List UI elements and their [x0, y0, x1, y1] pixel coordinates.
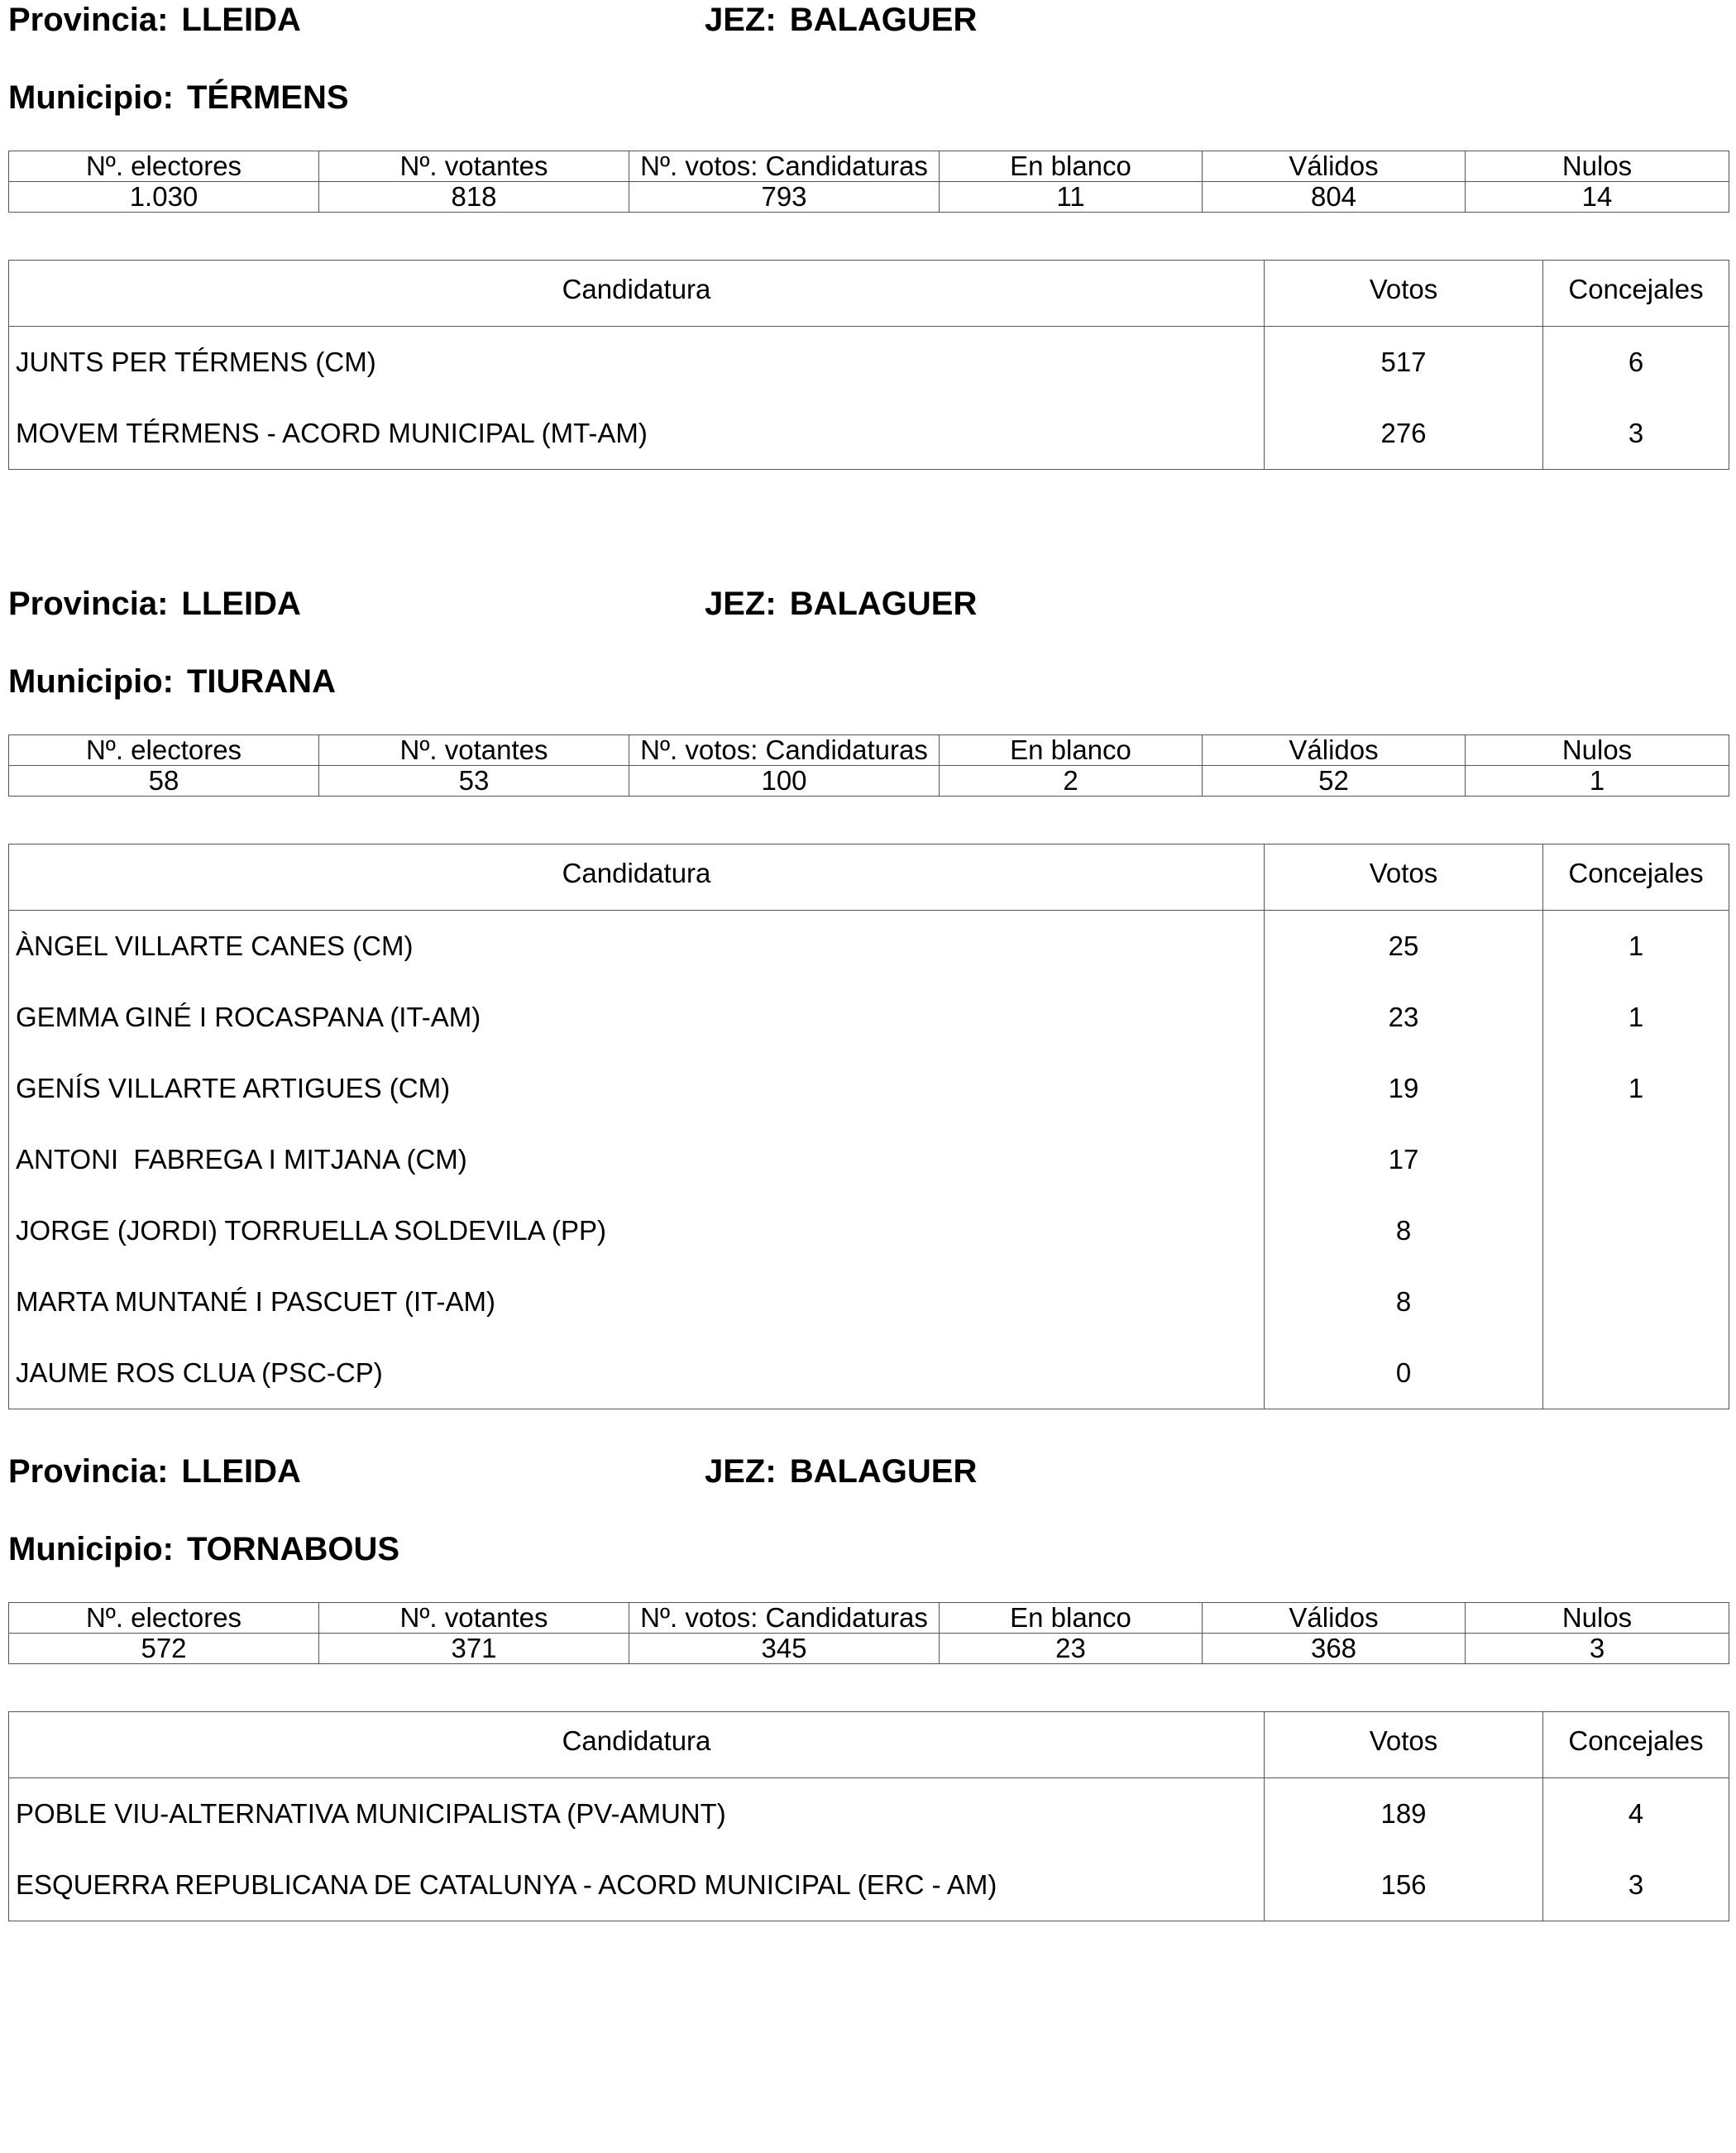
candidatura-header: Candidatura — [9, 1712, 1265, 1778]
municipio-heading — [8, 1529, 399, 1569]
jez-value: BALAGUER — [789, 1453, 978, 1490]
stats-table — [8, 1602, 1729, 1664]
candidatura-header: Candidatura — [9, 261, 1265, 327]
stats-value-cell: 1.030 — [9, 182, 319, 213]
stats-value-row — [9, 182, 1729, 213]
candidate-votes: 8 — [1265, 1266, 1543, 1337]
stats-header-cell: Nulos — [1466, 151, 1729, 182]
municipio-value: TORNABOUS — [186, 1531, 400, 1567]
provincia-label: Provincia: — [8, 586, 169, 622]
votos-header: Votos — [1265, 844, 1543, 911]
stats-header-cell: Nulos — [1466, 1603, 1729, 1634]
stats-value-row — [9, 1634, 1729, 1664]
provincia-heading — [8, 0, 301, 40]
candidate-seats: 3 — [1543, 398, 1729, 470]
municipio-label: Municipio: — [8, 663, 174, 700]
candidate-votes: 8 — [1265, 1195, 1543, 1266]
candidate-name: JORGE (JORDI) TORRUELLA SOLDEVILA (PP) — [9, 1195, 1265, 1266]
stats-value-cell: 371 — [319, 1634, 629, 1664]
candidate-votes: 517 — [1265, 327, 1543, 399]
table-row — [9, 911, 1729, 983]
candidate-seats: 1 — [1543, 911, 1729, 983]
stats-value-cell: 53 — [319, 766, 629, 797]
stats-value-cell: 804 — [1203, 182, 1466, 213]
table-row — [9, 1053, 1729, 1124]
stats-value-cell: 793 — [629, 182, 940, 213]
candidate-name: ÀNGEL VILLARTE CANES (CM) — [9, 911, 1265, 983]
table-row — [9, 398, 1729, 470]
candidate-votes: 17 — [1265, 1124, 1543, 1195]
provincia-heading — [8, 584, 301, 624]
candidate-seats — [1543, 1124, 1729, 1195]
stats-header-cell: Nº. votos: Candidaturas — [629, 1603, 940, 1634]
candidate-votes: 189 — [1265, 1778, 1543, 1850]
stats-value-cell: 368 — [1203, 1634, 1466, 1664]
candidatura-header: Candidatura — [9, 844, 1265, 911]
stats-value-cell: 345 — [629, 1634, 940, 1664]
stats-header-cell: Nº. votantes — [319, 735, 629, 766]
candidate-seats: 6 — [1543, 327, 1729, 399]
table-row — [9, 1266, 1729, 1337]
candidate-name: MOVEM TÉRMENS - ACORD MUNICIPAL (MT-AM) — [9, 398, 1265, 470]
municipio-heading — [8, 662, 336, 701]
votos-header: Votos — [1265, 261, 1543, 327]
candidate-seats — [1543, 1195, 1729, 1266]
candidates-header-row — [9, 261, 1729, 327]
candidates-header-row — [9, 1712, 1729, 1778]
candidate-name: ESQUERRA REPUBLICANA DE CATALUNYA - ACORD MUNICIPAL (ERC - AM) — [9, 1849, 1265, 1921]
candidates-table — [8, 844, 1729, 1409]
table-row — [9, 1124, 1729, 1195]
candidate-votes: 0 — [1265, 1337, 1543, 1409]
stats-header-cell: Nº. votantes — [319, 151, 629, 182]
table-row — [9, 1849, 1729, 1921]
stats-header-cell: Nº. votos: Candidaturas — [629, 735, 940, 766]
candidate-name: GENÍS VILLARTE ARTIGUES (CM) — [9, 1053, 1265, 1124]
stats-header-cell: En blanco — [940, 151, 1203, 182]
municipio-value: TIURANA — [186, 663, 336, 700]
candidates-header-row — [9, 844, 1729, 911]
stats-table — [8, 151, 1729, 213]
stats-header-cell: En blanco — [940, 1603, 1203, 1634]
candidate-votes: 19 — [1265, 1053, 1543, 1124]
stats-value-cell: 58 — [9, 766, 319, 797]
stats-value-cell: 818 — [319, 182, 629, 213]
jez-label: JEZ: — [705, 2, 777, 38]
stats-value-cell: 100 — [629, 766, 940, 797]
jez-value: BALAGUER — [789, 586, 978, 622]
stats-header-cell: Válidos — [1203, 735, 1466, 766]
candidate-name: JUNTS PER TÉRMENS (CM) — [9, 327, 1265, 399]
candidate-name: POBLE VIU-ALTERNATIVA MUNICIPALISTA (PV-AMUNT) — [9, 1778, 1265, 1850]
stats-value-cell: 23 — [940, 1634, 1203, 1664]
table-row — [9, 982, 1729, 1053]
stats-value-cell: 52 — [1203, 766, 1466, 797]
candidate-name: MARTA MUNTANÉ I PASCUET (IT-AM) — [9, 1266, 1265, 1337]
concejales-header: Concejales — [1543, 261, 1729, 327]
provincia-value: LLEIDA — [181, 1453, 301, 1490]
provincia-label: Provincia: — [8, 1453, 169, 1490]
concejales-header: Concejales — [1543, 1712, 1729, 1778]
stats-header-cell: Nº. electores — [9, 735, 319, 766]
concejales-header: Concejales — [1543, 844, 1729, 911]
stats-value-cell: 3 — [1466, 1634, 1729, 1664]
candidate-seats: 1 — [1543, 982, 1729, 1053]
candidate-name: ANTONI FABREGA I MITJANA (CM) — [9, 1124, 1265, 1195]
stats-header-cell: Válidos — [1203, 151, 1466, 182]
stats-value-row — [9, 766, 1729, 797]
provincia-heading — [8, 1452, 301, 1491]
stats-table — [8, 734, 1729, 797]
stats-header-row — [9, 735, 1729, 766]
municipio-label: Municipio: — [8, 1531, 174, 1567]
stats-header-row — [9, 151, 1729, 182]
stats-header-cell: Nº. votos: Candidaturas — [629, 151, 940, 182]
stats-header-cell: Nº. votantes — [319, 1603, 629, 1634]
candidate-seats — [1543, 1266, 1729, 1337]
stats-header-cell: Nº. electores — [9, 151, 319, 182]
candidate-votes: 25 — [1265, 911, 1543, 983]
candidate-votes: 156 — [1265, 1849, 1543, 1921]
stats-header-row — [9, 1603, 1729, 1634]
provincia-value: LLEIDA — [181, 2, 301, 38]
stats-header-cell: Nº. electores — [9, 1603, 319, 1634]
jez-heading — [705, 584, 977, 624]
candidate-name: JAUME ROS CLUA (PSC-CP) — [9, 1337, 1265, 1409]
stats-value-cell: 1 — [1466, 766, 1729, 797]
candidate-seats: 1 — [1543, 1053, 1729, 1124]
municipio-label: Municipio: — [8, 79, 174, 116]
candidate-name: GEMMA GINÉ I ROCASPANA (IT-AM) — [9, 982, 1265, 1053]
stats-value-cell: 14 — [1466, 182, 1729, 213]
stats-value-cell: 2 — [940, 766, 1203, 797]
jez-heading — [705, 0, 977, 40]
table-row — [9, 327, 1729, 399]
table-row — [9, 1337, 1729, 1409]
municipio-value: TÉRMENS — [186, 79, 349, 116]
jez-label: JEZ: — [705, 1453, 777, 1490]
candidates-table — [8, 260, 1729, 470]
provincia-value: LLEIDA — [181, 586, 301, 622]
candidate-votes: 23 — [1265, 982, 1543, 1053]
municipio-heading — [8, 78, 349, 117]
table-row — [9, 1778, 1729, 1850]
table-row — [9, 1195, 1729, 1266]
stats-header-cell: En blanco — [940, 735, 1203, 766]
candidate-votes: 276 — [1265, 398, 1543, 470]
jez-value: BALAGUER — [789, 2, 978, 38]
votos-header: Votos — [1265, 1712, 1543, 1778]
candidate-seats: 4 — [1543, 1778, 1729, 1850]
candidate-seats — [1543, 1337, 1729, 1409]
stats-header-cell: Nulos — [1466, 735, 1729, 766]
jez-label: JEZ: — [705, 586, 777, 622]
stats-value-cell: 572 — [9, 1634, 319, 1664]
stats-header-cell: Válidos — [1203, 1603, 1466, 1634]
candidates-table — [8, 1711, 1729, 1921]
jez-heading — [705, 1452, 977, 1491]
provincia-label: Provincia: — [8, 2, 169, 38]
candidate-seats: 3 — [1543, 1849, 1729, 1921]
stats-value-cell: 11 — [940, 182, 1203, 213]
